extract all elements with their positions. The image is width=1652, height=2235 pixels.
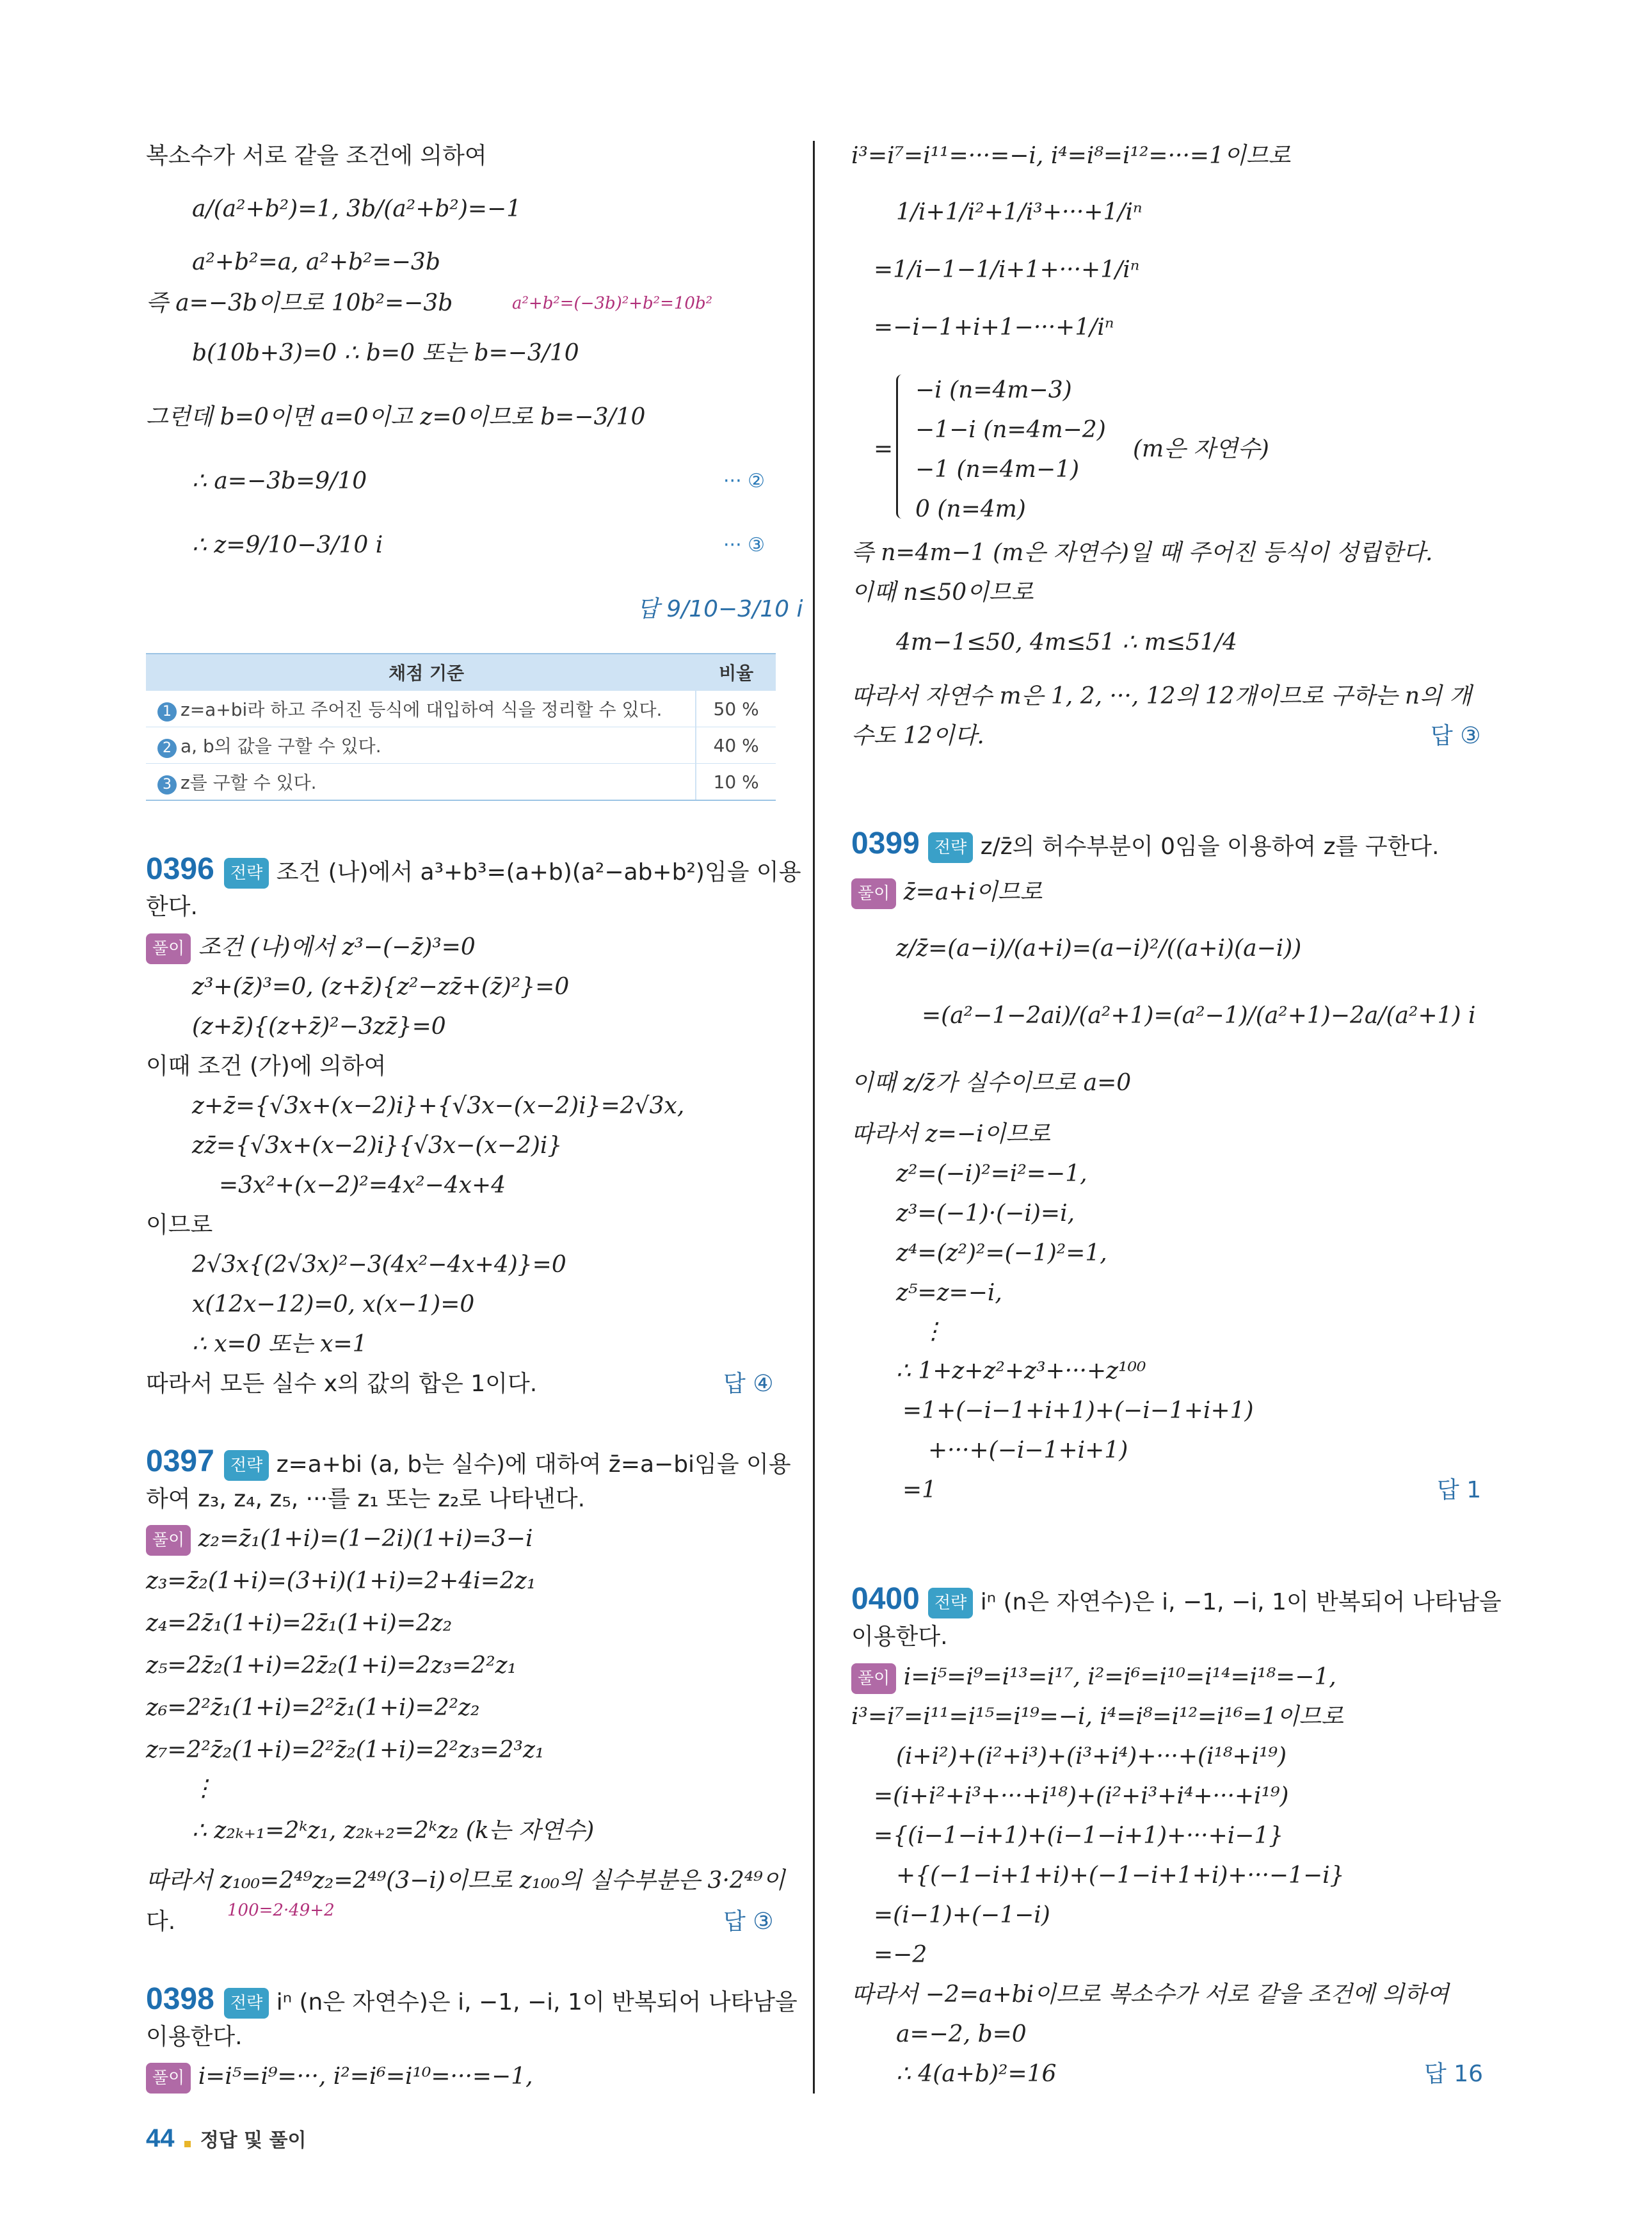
- strategy-tag: 전략: [224, 858, 269, 889]
- p400-l3: (i+i²)+(i²+i³)+(i³+i⁴)+···+(i¹⁸+i¹⁹): [896, 1743, 1287, 1770]
- p399-l11: ∴ 1+z+z²+z³+···+z¹⁰⁰: [896, 1358, 1146, 1384]
- left-eq7: ∴ z=9/10−3/10 i: [192, 532, 383, 558]
- p399-l4: 이때 z/z̄가 실수이므로 a=0: [851, 1070, 1132, 1096]
- p396-l1: 조건 (나)에서 z³−(−z̄)³=0: [198, 934, 476, 960]
- p397-l9: 따라서 z₁₀₀=2⁴⁹z₂=2⁴⁹(3−i)이므로 z₁₀₀의 실수부분은 3·2⁴⁹이: [146, 1868, 785, 1894]
- left-eq1: a/(a²+b²)=1, 3b/(a²+b²)=−1: [192, 196, 522, 222]
- p399-l14: =1: [902, 1477, 937, 1503]
- step-number-icon: 3: [157, 775, 177, 795]
- ratio-value: 40 %: [695, 727, 776, 763]
- p397-l6: z₇=2²z̄₂(1+i)=2²z̄₂(1+i)=2²z₃=2³z₁: [146, 1737, 545, 1763]
- problem-number-0399: 0399: [851, 827, 920, 860]
- p396-l5: z+z̄={√3x+(x−2)i}+{√3x−(x−2)i}=2√3x,: [192, 1093, 685, 1119]
- p399-l13: +···+(−i−1+i+1): [928, 1437, 1128, 1464]
- strategy-tag: 전략: [928, 1588, 973, 1618]
- p399-l8: z⁴=(z²)²=(−1)²=1,: [896, 1240, 1107, 1266]
- p399-l7: z³=(−1)·(−i)=i,: [896, 1200, 1075, 1227]
- ratio-value: 10 %: [695, 764, 776, 800]
- solution-tag: 풀이: [851, 1663, 896, 1694]
- p396-answer: 답 ④: [723, 1371, 774, 1397]
- p397-l4: z₅=2z̄₂(1+i)=2z̄₂(1+i)=2z₃=2²z₁: [146, 1652, 517, 1679]
- right-r3: =1/i−1−1/i+1+···+1/iⁿ: [874, 257, 1140, 283]
- solution-tag: 풀이: [851, 878, 896, 909]
- p400-strategy-line: [928, 1588, 1502, 1618]
- case-2: −1−i (n=4m−2): [915, 417, 1106, 443]
- p399-sol-line: [851, 878, 1042, 909]
- p397-strategy-line: [224, 1450, 791, 1481]
- cases-equals: =: [874, 436, 894, 462]
- p396-l4: 이때 조건 (가)에 의하여: [146, 1053, 387, 1079]
- grading-header-ratio: 비율: [695, 654, 776, 690]
- p396-l12: 따라서 모든 실수 x의 값의 합은 1이다.: [146, 1371, 538, 1397]
- p400-l9: 따라서 −2=a+bi이므로 복소수가 서로 같을 조건에 의하여: [851, 1981, 1449, 2008]
- p398-answer: 답 ③: [1431, 723, 1481, 749]
- p399-l2: z/z̄=(a−i)/(a+i)=(a−i)²/((a+i)(a−i)): [896, 935, 1302, 962]
- right-r8: 따라서 자연수 m은 1, 2, ···, 12의 12개이므로 구하는 n의 개: [851, 683, 1472, 709]
- criteria-text: a, b의 값을 구할 수 있다.: [180, 736, 381, 757]
- p396-l9: 2√3x{(2√3x)²−3(4x²−4x+4)}=0: [192, 1252, 566, 1278]
- p400-l5: ={(i−1−i+1)+(i−1−i+1)+···+i−1}: [874, 1823, 1284, 1849]
- p400-l4: =(i+i²+i³+···+i¹⁸)+(i²+i³+i⁴+···+i¹⁹): [874, 1783, 1289, 1809]
- step2-marker: ··· ②: [723, 470, 766, 492]
- grading-table-header: [146, 654, 776, 690]
- p399-l3: =(a²−1−2ai)/(a²+1)=(a²−1)/(a²+1)−2a/(a²+1) i: [922, 1003, 1476, 1029]
- p398-strategy-line: [224, 1988, 798, 2019]
- p397-l1: z₂=z̄₁(1+i)=(1−2i)(1+i)=3−i: [198, 1526, 533, 1552]
- p397-strategy: z=a+bi (a, b는 실수)에 대하여 z̄=a−bi임을 이용: [276, 1451, 791, 1478]
- p396-l11: ∴ x=0 또는 x=1: [192, 1331, 367, 1357]
- right-r1: i³=i⁷=i¹¹=···=−i, i⁴=i⁸=i¹²=···=1이므로: [851, 143, 1291, 169]
- table-row: [146, 763, 776, 800]
- p399-l12: =1+(−i−1+i+1)+(−i−1+i+1): [902, 1398, 1254, 1424]
- left-eq6: ∴ a=−3b=9/10: [192, 468, 367, 494]
- step-number-icon: 1: [157, 702, 177, 722]
- case-1: −i (n=4m−3): [915, 377, 1072, 403]
- p398-sol-line: [146, 2063, 533, 2094]
- p400-strategy: iⁿ (n은 자연수)은 i, −1, −i, 1이 반복되어 나타남을: [980, 1589, 1502, 1615]
- left-eq3-note: a²+b²=(−3b)²+b²=10b²: [512, 294, 713, 313]
- p400-answer: 답 16: [1424, 2061, 1484, 2087]
- left-eq5: 그런데 b=0이면 a=0이고 z=0이므로 b=−3/10: [146, 404, 646, 430]
- solution-tag: 풀이: [146, 1525, 191, 1556]
- p399-l6: z²=(−i)²=i²=−1,: [896, 1161, 1087, 1187]
- left-eq2: a²+b²=a, a²+b²=−3b: [192, 249, 440, 275]
- p396-l10: x(12x−12)=0, x(x−1)=0: [192, 1291, 475, 1318]
- p396-strategy: 조건 (나)에서 a³+b³=(a+b)(a²−ab+b²)임을 이용: [276, 859, 801, 885]
- p397-sol-line: [146, 1525, 533, 1556]
- grading-header-criteria: 채점 기준: [389, 663, 465, 684]
- solution-tag: 풀이: [146, 2063, 191, 2094]
- p399-l5: 따라서 z=−i이므로: [851, 1121, 1050, 1147]
- problem-number-0400: 0400: [851, 1582, 920, 1616]
- solution-tag: 풀이: [146, 933, 191, 964]
- grading-table: [146, 653, 776, 801]
- p400-l1: i=i⁵=i⁹=i¹³=i¹⁷, i²=i⁶=i¹⁰=i¹⁴=i¹⁸=−1,: [903, 1664, 1336, 1690]
- step-number-icon: 2: [157, 739, 177, 758]
- p398-l1: i=i⁵=i⁹=···, i²=i⁶=i¹⁰=···=−1,: [198, 2063, 533, 2090]
- p396-l3: (z+z̄){(z+z̄)²−3zz̄}=0: [192, 1013, 446, 1040]
- p396-l8: 이므로: [146, 1212, 213, 1238]
- p400-l11: ∴ 4(a+b)²=16: [896, 2061, 1057, 2087]
- p400-strategy2: 이용한다.: [851, 1624, 948, 1650]
- cases-note: (m은 자연수): [1133, 436, 1269, 462]
- p400-l10: a=−2, b=0: [896, 2021, 1027, 2047]
- p398-strategy: iⁿ (n은 자연수)은 i, −1, −i, 1이 반복되어 나타남을: [276, 1989, 798, 2015]
- answer-1: 답 9/10−3/10 i: [637, 596, 803, 622]
- left-eq4: b(10b+3)=0 ∴ b=0 또는 b=−3/10: [192, 340, 579, 366]
- p398-strategy2: 이용한다.: [146, 2024, 243, 2050]
- right-r2: 1/i+1/i²+1/i³+···+1/iⁿ: [896, 199, 1143, 225]
- ratio-value: 50 %: [695, 691, 776, 727]
- right-r4: =−i−1+i+1−···+1/iⁿ: [874, 314, 1114, 341]
- problem-number-0396: 0396: [146, 852, 214, 886]
- p400-l6: +{(−1−i+1+i)+(−1−i+1+i)+···−1−i}: [896, 1862, 1345, 1889]
- left-intro: 복소수가 서로 같을 조건에 의하여: [146, 143, 487, 169]
- right-r6: 이때 n≤50이므로: [851, 579, 1034, 606]
- criteria-text: z를 구할 수 있다.: [180, 772, 317, 793]
- right-r9: 수도 12이다.: [851, 723, 984, 749]
- criteria-text: z=a+bi라 하고 주어진 등식에 대입하여 식을 정리할 수 있다.: [180, 699, 662, 720]
- p399-l9: z⁵=z=−i,: [896, 1280, 1002, 1306]
- footer-label: 정답 및 풀이: [200, 2129, 307, 2152]
- p396-sol-line: [146, 933, 476, 964]
- p397-strategy2: 하여 z₃, z₄, z₅, ···를 z₁ 또는 z₂로 나타낸다.: [146, 1486, 586, 1512]
- p399-answer: 답 1: [1437, 1477, 1482, 1503]
- p397-l8: ∴ z₂ₖ₊₁=2ᵏz₁, z₂ₖ₊₂=2ᵏz₂ (k는 자연수): [192, 1818, 595, 1844]
- column-divider: [813, 141, 815, 2094]
- p397-l3: z₄=2z̄₁(1+i)=2z̄₁(1+i)=2z₂: [146, 1610, 453, 1636]
- p397-l9-note: 100=2·49+2: [227, 1901, 335, 1920]
- table-row: [146, 727, 776, 763]
- strategy-tag: 전략: [224, 1988, 269, 2019]
- right-r7: 4m−1≤50, 4m≤51 ∴ m≤51/4: [896, 629, 1237, 656]
- p396-l2: z³+(z̄)³=0, (z+z̄){z²−zz̄+(z̄)²}=0: [192, 974, 570, 1000]
- p396-strategy-line: [224, 858, 801, 889]
- p400-l7: =(i−1)+(−1−i): [874, 1902, 1050, 1928]
- case-4: 0 (n=4m): [915, 496, 1026, 522]
- strategy-tag: 전략: [928, 832, 973, 863]
- problem-number-0397: 0397: [146, 1444, 214, 1478]
- cases-brace: [896, 375, 902, 519]
- p396-l7: =3x²+(x−2)²=4x²−4x+4: [219, 1172, 506, 1198]
- p396-strategy2: 한다.: [146, 894, 198, 920]
- page-footer: [146, 2124, 306, 2153]
- page-number: 44: [146, 2124, 175, 2152]
- strategy-tag: 전략: [224, 1450, 269, 1481]
- p399-l10: ⋮: [922, 1318, 945, 1344]
- case-3: −1 (n=4m−1): [915, 456, 1080, 483]
- p400-l8: =−2: [874, 1942, 927, 1968]
- p397-l5: z₆=2²z̄₁(1+i)=2²z̄₁(1+i)=2²z₂: [146, 1695, 480, 1721]
- right-r5: 즉 n=4m−1 (m은 자연수)일 때 주어진 등식이 성립한다.: [851, 540, 1433, 566]
- step3-marker: ··· ③: [723, 534, 766, 556]
- table-row: [146, 690, 776, 727]
- p396-l6: zz̄={√3x+(x−2)i}{√3x−(x−2)i}: [192, 1133, 563, 1159]
- p397-l7: ⋮: [192, 1775, 215, 1802]
- p399-l1: z̄=a+i이므로: [903, 879, 1043, 905]
- p397-l10: 다.: [146, 1908, 176, 1935]
- p400-sol-line: [851, 1663, 1336, 1694]
- left-eq3: 즉 a=−3b이므로 10b²=−3b: [146, 290, 453, 316]
- p399-strategy-line: [928, 832, 1439, 863]
- p397-l2: z₃=z̄₂(1+i)=(3+i)(1+i)=2+4i=2z₁: [146, 1568, 536, 1594]
- p397-answer: 답 ③: [723, 1908, 774, 1935]
- p399-strategy: z/z̄의 허수부분이 0임을 이용하여 z를 구한다.: [980, 834, 1439, 860]
- p400-l2: i³=i⁷=i¹¹=i¹⁵=i¹⁹=−i, i⁴=i⁸=i¹²=i¹⁶=1이므로: [851, 1704, 1343, 1730]
- problem-number-0398: 0398: [146, 1982, 214, 2016]
- square-bullet-icon: [184, 2141, 191, 2147]
